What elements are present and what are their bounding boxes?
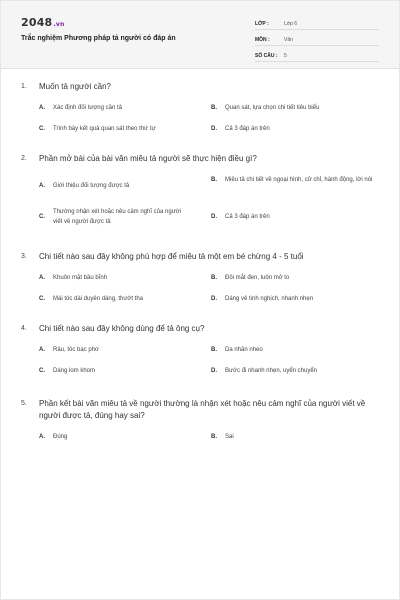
option-letter: D. xyxy=(211,296,217,302)
question-4 xyxy=(21,323,383,373)
option-d[interactable] xyxy=(211,212,381,222)
option-c[interactable] xyxy=(39,294,199,304)
question-number: 4. xyxy=(21,325,27,332)
option-d[interactable] xyxy=(211,294,381,304)
option-letter: D. xyxy=(211,214,217,220)
meta-row-count xyxy=(255,47,379,62)
option-letter: A. xyxy=(39,275,45,281)
option-text: Bước đi nhanh nhẹn, uyển chuyển xyxy=(225,368,318,374)
option-text: Miêu tả chi tiết về ngoại hình, cử chỉ, hành động, lời nói xyxy=(225,177,373,183)
question-text: Muốn tả người cần? xyxy=(39,82,111,91)
quiz-meta xyxy=(255,15,379,63)
option-text: Đôi mắt đen, luôn mở to xyxy=(225,275,290,281)
option-b[interactable] xyxy=(211,345,381,355)
meta-row-subject xyxy=(255,31,379,46)
logo-suffix: .vn xyxy=(53,21,65,28)
option-c[interactable] xyxy=(39,124,199,134)
option-letter: A. xyxy=(39,105,45,111)
option-text: Dáng lom khom xyxy=(53,368,96,374)
option-letter: B. xyxy=(211,347,217,353)
question-1 xyxy=(21,81,383,131)
option-text: Khuôn mặt bầu bĩnh xyxy=(53,275,108,281)
option-text: Đúng xyxy=(53,434,68,440)
option-letter: A. xyxy=(39,183,45,189)
meta-label: SỐ CÂU : xyxy=(255,53,278,59)
option-text: Trình bày kết quả quan sát theo thứ tự xyxy=(53,126,156,132)
option-text: Thường nhận xét hoặc nêu cảm nghĩ của người viết về người được tả xyxy=(53,209,181,225)
question-5 xyxy=(21,398,383,448)
option-text: Giới thiệu đối tượng được tả xyxy=(53,183,130,189)
option-b[interactable] xyxy=(211,432,381,442)
question-text: Chi tiết nào sau đây không phù hợp để miêu tả một em bé chừng 4 - 5 tuổi xyxy=(39,252,304,261)
option-b[interactable] xyxy=(211,103,381,113)
option-letter: C. xyxy=(39,368,45,374)
option-text: Da nhăn nheo xyxy=(225,347,263,353)
question-number: 2. xyxy=(21,155,27,162)
option-c[interactable] xyxy=(39,207,189,227)
option-letter: B. xyxy=(211,275,217,281)
option-letter: C. xyxy=(39,214,45,220)
question-text: Phần kết bài văn miêu tả về người thường là nhận xét hoặc nêu cảm nghĩ của người viết về người được tả, đúng hay sai? xyxy=(39,399,366,420)
option-text: Cả 3 đáp án trên xyxy=(225,214,270,220)
meta-label: MÔN : xyxy=(255,37,270,43)
option-text: Quan sát, lựa chọn chi tiết tiêu biểu xyxy=(225,105,320,111)
page-header xyxy=(1,1,399,69)
option-letter: D. xyxy=(211,368,217,374)
option-a[interactable] xyxy=(39,432,199,442)
option-text: Dáng vẻ tinh nghịch, nhanh nhẹn xyxy=(225,296,314,302)
option-letter: A. xyxy=(39,434,45,440)
option-letter: C. xyxy=(39,126,45,132)
option-text: Râu, tóc bạc phơ xyxy=(53,347,99,353)
option-d[interactable] xyxy=(211,124,381,134)
option-letter: B. xyxy=(211,177,217,183)
option-b[interactable] xyxy=(211,175,381,185)
meta-label: LỚP : xyxy=(255,21,269,27)
option-d[interactable] xyxy=(211,366,381,376)
question-text: Chi tiết nào sau đây không dùng để tả ông cụ? xyxy=(39,324,205,333)
option-letter: B. xyxy=(211,434,217,440)
question-text: Phần mở bài của bài văn miêu tả người sẽ thực hiện điều gì? xyxy=(39,154,257,163)
page-title: Trắc nghiệm Phương pháp tả người có đáp án xyxy=(21,35,176,42)
meta-value: 5 xyxy=(284,53,287,59)
option-text: Mái tóc dài duyên dáng, thướt tha xyxy=(53,296,144,302)
site-logo[interactable] xyxy=(21,16,64,29)
question-number: 1. xyxy=(21,83,27,90)
option-text: Cả 3 đáp án trên xyxy=(225,126,270,132)
question-number: 3. xyxy=(21,253,27,260)
option-a[interactable] xyxy=(39,345,199,355)
option-b[interactable] xyxy=(211,273,381,283)
meta-row-class xyxy=(255,15,379,30)
option-letter: D. xyxy=(211,126,217,132)
question-3 xyxy=(21,251,383,301)
option-c[interactable] xyxy=(39,366,199,376)
question-number: 5. xyxy=(21,400,27,407)
question-2 xyxy=(21,153,383,231)
meta-value: Văn xyxy=(284,37,293,43)
meta-value: Lớp 6 xyxy=(284,21,298,27)
option-a[interactable] xyxy=(39,273,199,283)
option-a[interactable] xyxy=(39,181,199,191)
logo-main: 2048 xyxy=(21,16,53,29)
option-a[interactable] xyxy=(39,103,199,113)
option-text: Sai xyxy=(225,434,234,440)
option-text: Xác định đối tượng cần tả xyxy=(53,105,122,111)
option-letter: A. xyxy=(39,347,45,353)
option-letter: B. xyxy=(211,105,217,111)
option-letter: C. xyxy=(39,296,45,302)
